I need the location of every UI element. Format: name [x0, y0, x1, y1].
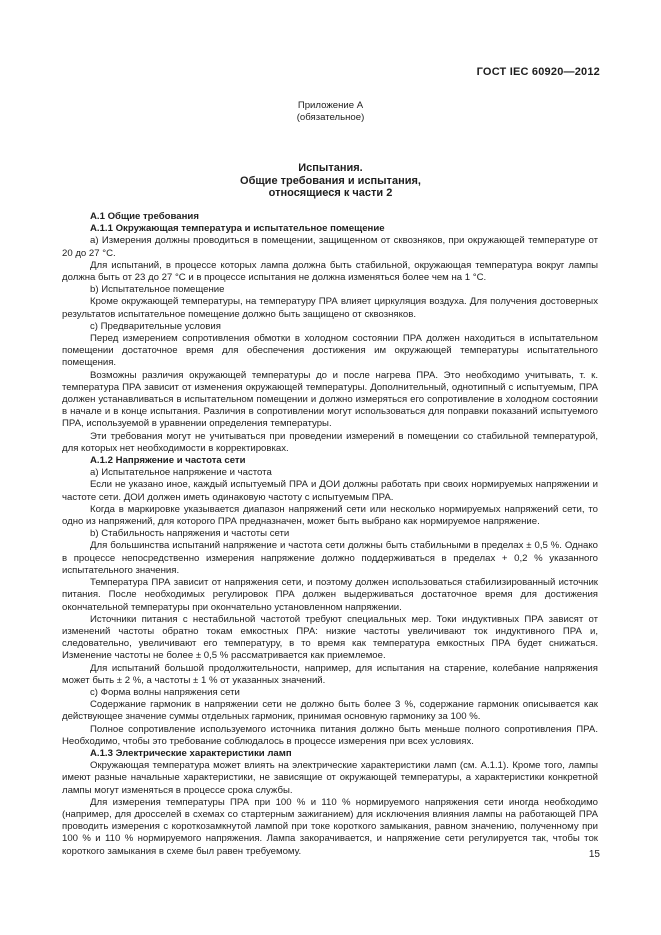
- paragraph: Содержание гармоник в напряжении сети не должно быть более 3 %, содержание гармоник описывается как действующее значение суммы отдельных гармоник, принимая основную гармонику за 100 %.: [62, 699, 598, 723]
- paragraph: Возможны различия окружающей температуры до и после нагрева ПРА. Это необходимо учитывать, т. к. температура ПРА зависит от изменения окружающей температуры. Дополнительный, однотипный с испытуемым, ПРА должен устанавливаться в испытательном помещении и должно измеряться его сопротивление в холодном состоянии в начале и в конце испытания. Различия в сопротивлении могут использоваться для поправки показаний испытуемого ПРА, используемой в уравнении определения температуры.: [62, 369, 598, 430]
- paragraph: Температура ПРА зависит от напряжения сети, и поэтому должен использоваться стабилизированный источник питания. После необходимых регулировок ПРА должен выдерживаться достаточное время для достижения окончательной температуры при окончательно установленном напряжении.: [62, 577, 598, 613]
- paragraph: Окружающая температура может влиять на электрические характеристики ламп (см. А.1.1). Кроме того, лампы имеют разные начальные характеристики, не зависящие от окружающей температуры, а характеристики конкретной лампы могут изменяться в процессе срока службы.: [62, 760, 598, 796]
- page-number: 15: [588, 849, 600, 860]
- annex-main-title: [0, 162, 661, 200]
- paragraph: Источники питания с нестабильной частотой требуют специальных мер. Токи индуктивных ПРА зависят от изменений частоты обратно токам емкостных ПРА: низкие частоты увеличивают ток индуктивного ПРА и, следовательно, увеличивают его температуру, в то время как температура емкостных ПРА будет снижаться. Изменение частоты не более ± 0,5 % рассматривается как приемлемое.: [62, 613, 598, 662]
- paragraph: а) Измерения должны проводиться в помещении, защищенном от сквозняков, при окружающей температуре от 20 до 27 °С.: [62, 235, 598, 259]
- document-body: [62, 211, 598, 858]
- subheading: b) Испытательное помещение: [90, 284, 225, 296]
- paragraph: Кроме окружающей температуры, на температуру ПРА влияет циркуляция воздуха. Для получения достоверных результатов испытательное помещение должно быть защищено от сквозняков.: [62, 296, 598, 320]
- title-line-3: относящиеся к части 2: [268, 187, 393, 200]
- annex-title: Приложение А: [297, 100, 364, 111]
- paragraph: Полное сопротивление используемого источника питания должно быть меньше полного сопротивления ПРА. Необходимо, чтобы это требование соблюдалось в процессе измерения при всех условиях.: [62, 723, 598, 747]
- subheading: с) Предварительные условия: [90, 320, 221, 332]
- paragraph: Для большинства испытаний напряжение и частота сети должны быть стабильными в пределах ± 0,5 %. Однако в процессе непосредственно измерения напряжение должно поддерживаться в пределах + 0,2 % указанного испытательного значения.: [62, 540, 598, 576]
- annex-heading: [0, 100, 661, 124]
- paragraph: Для измерения температуры ПРА при 100 % и 110 % нормируемого напряжения сети иногда необходимо (например, для дросселей в схемах со стартерным зажиганием) для исключения влияния лампы на работающей ПРА проводить измерения с короткозамкнутой лампой при токе короткого замыкания, равном значению, полученному при 100 % и 110 % нормируемого напряжения. Лампа закорачивается, и напряжение сети регулируется так, чтобы ток короткого замыкания в схеме был равен требуемому.: [62, 796, 598, 857]
- section-heading-a1-1: A.1.1 Окружающая температура и испытательное помещение: [90, 223, 385, 235]
- section-heading-a1: A.1 Общие требования: [90, 211, 199, 222]
- subheading: а) Испытательное напряжение и частота: [90, 467, 272, 479]
- section-heading-a1-3: A.1.3 Электрические характеристики ламп: [90, 747, 292, 759]
- paragraph: Для испытаний большой продолжительности, например, для испытания на старение, колебание напряжения может быть ± 2 %, а частоты ± 1 % от указанных значений.: [62, 662, 598, 686]
- paragraph: Для испытаний, в процессе которых лампа должна быть стабильной, окружающая температура вокруг лампы должна быть от 23 до 27 °С и в процессе испытания не должна изменяться более чем на 1 °С.: [62, 259, 598, 284]
- paragraph: Когда в маркировке указывается диапазон напряжений сети или несколько нормируемых напряжений сети, то одно из напряжений, для которого ПРА предназначен, может быть выбрано как нормируемое напряжение.: [62, 503, 598, 528]
- paragraph: Эти требования могут не учитываться при проведении измерений в помещении со стабильной температурой, для которых нет необходимости в корректировках.: [62, 430, 598, 454]
- paragraph: Если не указано иное, каждый испытуемый ПРА и ДОИ должны работать при своих нормируемых напряжении и частоте сети. ДОИ должен иметь одинаковую частоту с испытуемым ПРА.: [62, 479, 598, 503]
- subheading: с) Форма волны напряжения сети: [90, 686, 240, 698]
- title-line-1: Испытания.: [298, 162, 363, 174]
- standard-designation: ГОСТ IEC 60920—2012: [476, 66, 600, 78]
- section-heading-a1-2: A.1.2 Напряжение и частота сети: [90, 455, 246, 467]
- title-line-2: Общие требования и испытания,: [240, 174, 421, 187]
- paragraph: Перед измерением сопротивления обмотки в холодном состоянии ПРА должен находиться в испытательном помещении достаточное время для обеспечения достижения им окружающей температуры испытательного помещения.: [62, 333, 598, 369]
- annex-status: (обязательное): [296, 112, 365, 123]
- subheading: b) Стабильность напряжения и частоты сети: [90, 528, 290, 540]
